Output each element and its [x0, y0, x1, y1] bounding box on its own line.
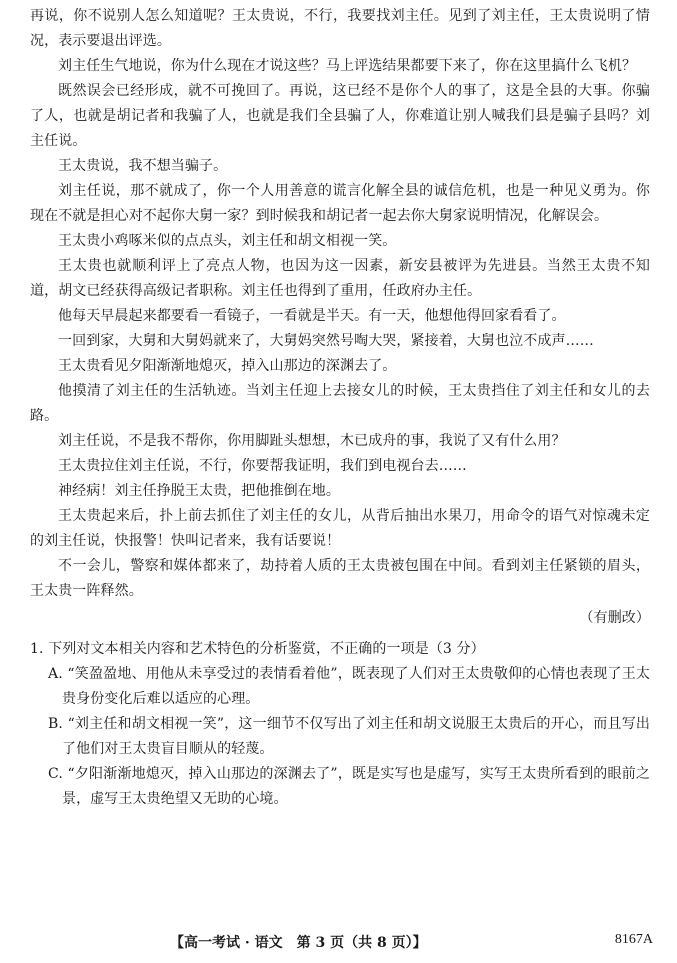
passage-paragraph: 王太贵起来后，扑上前去抓住了刘主任的女儿，从背后抽出水果刀，用命令的语气对惊魂未定的刘主任说，快报警！快叫记者来，我有话要说！ — [30, 508, 650, 549]
passage-paragraph: 他每天早晨起来都要看一看镜子，一看就是半天。有一天，他想他得回家看看了。 — [58, 308, 566, 324]
passage-paragraph: 刘主任生气地说，你为什么现在才说这些？马上评选结果都要下来了，你在这里搞什么飞机？ — [58, 58, 637, 74]
passage-paragraph: 神经病！刘主任挣脱王太贵，把他推倒在地。 — [58, 483, 340, 499]
passage-paragraph: 王太贵看见夕阳渐渐地熄灭，掉入山那边的深渊去了。 — [58, 358, 397, 374]
passage-paragraph: 再说，你不说别人怎么知道呢？王太贵说，不行，我要找刘主任。见到了刘主任，王太贵说明了情况，表示要退出评选。 — [30, 8, 650, 49]
passage-paragraph: 一回到家，大舅和大舅妈就来了，大舅妈突然号啕大哭，紧接着，大舅也泣不成声…… — [58, 333, 594, 349]
option-c: C. “夕阳渐渐地熄灭，掉入山那边的深渊去了”，既是实写也是虚写，实写王太贵所看到的眼前之景，虚写王太贵绝望又无助的心境。 — [48, 766, 650, 807]
passage-paragraph: 他摸清了刘主任的生活轨迹。当刘主任迎上去接女儿的时候，王太贵挡住了刘主任和女儿的去路。 — [30, 383, 650, 424]
source-note: （有删改） — [579, 610, 650, 626]
passage-paragraph: 不一会儿，警察和媒体都来了，劫持着人质的王太贵被包围在中间。看到刘主任紧锁的眉头，王太贵一阵释然。 — [30, 558, 650, 599]
passage-paragraph: 既然误会已经形成，就不可挽回了。再说，这已经不是你个人的事了，这是全县的大事。你骗了人，也就是胡记者和我骗了人，也就是我们全县骗了人，你难道让别人喊我们县是骗子县吗？刘主任说。 — [30, 83, 650, 149]
passage-paragraph: 刘主任说，那不就成了，你一个人用善意的谎言化解全县的诚信危机，也是一种见义勇为。你现在不就是担心对不起你大舅一家？到时候我和胡记者一起去你大舅家说明情况，化解误会。 — [30, 183, 650, 224]
page-footer — [0, 932, 677, 956]
footer-exam-code: 8167A — [614, 932, 653, 947]
option-b: B. “刘主任和胡文相视一笑”，这一细节不仅写出了刘主任和胡文说服王太贵后的开心，而且写出了他们对王太贵盲目顺从的轻蔑。 — [48, 716, 650, 757]
question-stem: 1. 下列对文本相关内容和艺术特色的分析鉴赏，不正确的一项是（3 分） — [30, 641, 485, 657]
question-block — [30, 637, 650, 812]
passage-paragraph: 王太贵也就顺利评上了亮点人物，也因为这一因素，新安县被评为先进县。当然王太贵不知道，胡文已经获得高级记者职称。刘主任也得到了重用，任政府办主任。 — [30, 258, 650, 299]
passage-paragraph: 刘主任说，不是我不帮你，你用脚趾头想想，木已成舟的事，我说了又有什么用？ — [58, 433, 566, 449]
option-a: A. “笑盈盈地、用他从未享受过的表情看着他”，既表现了人们对王太贵敬仰的心情也表现了王太贵身份变化后难以适应的心理。 — [48, 666, 650, 707]
reading-passage — [30, 4, 650, 812]
footer-page-info: 【高一考试 · 语文 第 3 页（共 8 页）】 — [170, 935, 427, 951]
passage-paragraph: 王太贵拉住刘主任说，不行，你要帮我证明，我们到电视台去…… — [58, 458, 467, 474]
passage-paragraph: 王太贵小鸡啄米似的点点头，刘主任和胡文相视一笑。 — [58, 233, 397, 249]
passage-paragraph: 王太贵说，我不想当骗子。 — [58, 158, 228, 174]
